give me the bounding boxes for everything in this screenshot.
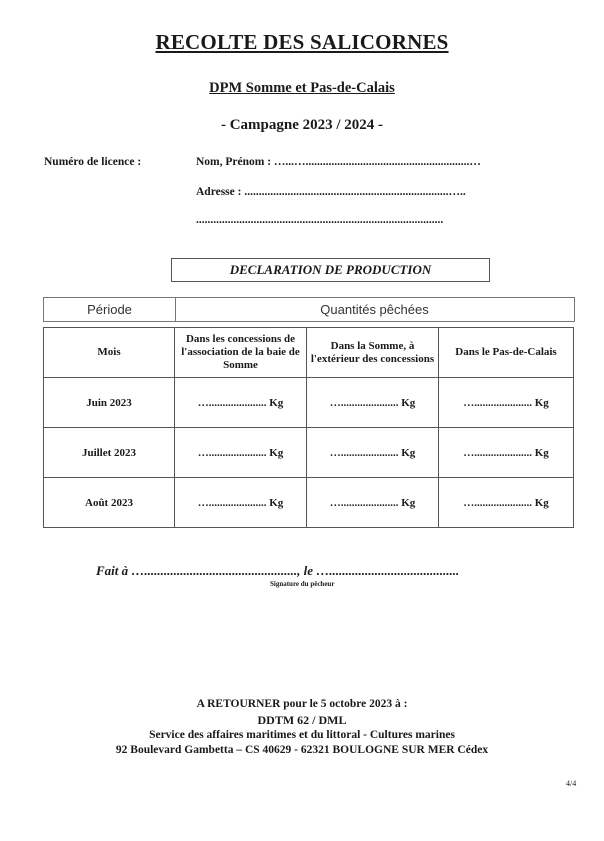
quantity-cell: …..................... Kg: [307, 478, 439, 528]
table-row: [44, 478, 574, 528]
production-table: [43, 327, 574, 528]
licence-label: Numéro de licence :: [44, 156, 142, 168]
table-row: [44, 378, 574, 428]
quantity-cell: …..................... Kg: [175, 428, 307, 478]
page-title: RECOLTE DES SALICORNES: [155, 30, 449, 54]
col-pas-de-calais-header: Dans le Pas-de-Calais: [439, 328, 574, 378]
col-somme-exterior-header: Dans la Somme, à l'extérieur des concessions: [307, 328, 439, 378]
page-number: 4/4: [566, 779, 577, 788]
address-field: Adresse : .......................................................................…..: [196, 186, 466, 198]
address-line-2: ......................................................................................: [196, 214, 444, 226]
quantity-cell: …..................... Kg: [175, 478, 307, 528]
return-office: DDTM 62 / DML: [257, 713, 347, 727]
quantity-cell: …..................... Kg: [439, 478, 574, 528]
period-header-row: [43, 297, 575, 322]
quantity-cell: …..................... Kg: [439, 378, 574, 428]
signature-caption: Signature du pêcheur: [270, 580, 335, 588]
name-field: Nom, Prénom : …...….........................................................…: [196, 156, 481, 168]
return-address: 92 Boulevard Gambetta – CS 40629 - 62321 BOULOGNE SUR MER Cédex: [115, 744, 489, 756]
month-cell: Août 2023: [44, 478, 175, 528]
col-concessions-header: Dans les concessions de l'association de la baie de Somme: [175, 328, 307, 378]
campaign-heading: - Campagne 2023 / 2024 -: [220, 117, 384, 133]
quantities-header: Quantités pêchées: [320, 302, 429, 317]
month-cell: Juillet 2023: [44, 428, 175, 478]
quantity-cell: …..................... Kg: [307, 378, 439, 428]
period-header: Période: [44, 298, 176, 321]
return-deadline: A RETOURNER pour le 5 octobre 2023 à :: [196, 698, 408, 710]
table-row: [44, 428, 574, 478]
declaration-title: DECLARATION DE PRODUCTION: [171, 258, 490, 282]
month-cell: Juin 2023: [44, 378, 175, 428]
quantity-cell: …..................... Kg: [439, 428, 574, 478]
table-header-row: [44, 328, 574, 378]
quantity-cell: …..................... Kg: [175, 378, 307, 428]
quantity-cell: …..................... Kg: [307, 428, 439, 478]
place-date-line: Fait à …..............................................., le …........................................: [96, 563, 460, 578]
col-month-header: Mois: [44, 328, 175, 378]
return-service: Service des affaires maritimes et du littoral - Cultures marines: [149, 729, 455, 741]
subtitle: DPM Somme et Pas-de-Calais: [209, 80, 395, 96]
